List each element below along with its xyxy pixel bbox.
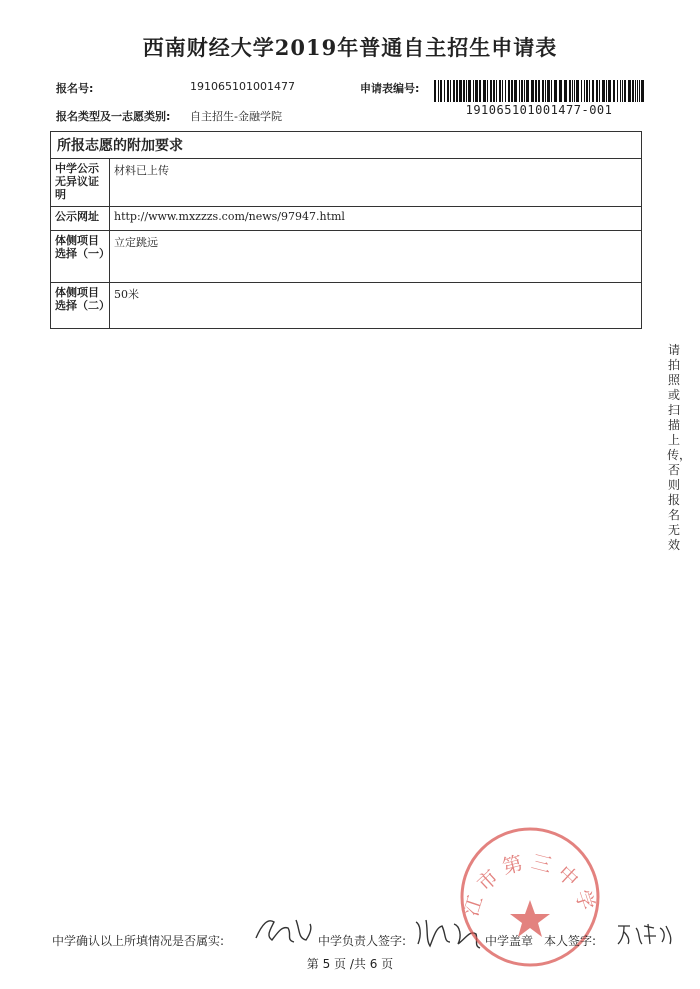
reg-no-label: 报名号:: [56, 82, 94, 95]
table-row: [51, 283, 642, 329]
self-signature: [614, 918, 676, 950]
seal-text: 江市第三中学: [458, 849, 602, 919]
form-no-label: 申请表编号:: [360, 82, 420, 95]
confirm-signature: [252, 910, 316, 950]
type-label: 报名类型及一志愿类别:: [56, 110, 171, 123]
self-sign-label: 本人签字:: [544, 934, 597, 948]
table-row: [51, 207, 642, 231]
row-label: 中学公示无异议证明: [51, 159, 110, 207]
section-heading: 所报志愿的附加要求: [51, 132, 642, 159]
side-note: 请拍照或扫描上传，否则报名无效: [667, 343, 692, 552]
reg-no-value: 191065101001477: [190, 80, 295, 93]
stamp-label: 中学盖章: [485, 934, 534, 948]
row-value: 50米: [110, 283, 642, 329]
confirm-label: 中学确认以上所填情况是否属实:: [52, 934, 225, 948]
type-value: 自主招生-金融学院: [190, 110, 282, 123]
row-label: 体侧项目选择（二）: [51, 283, 110, 329]
row-value: 材料已上传: [110, 159, 642, 207]
principal-label: 中学负责人签字:: [318, 934, 407, 948]
table-row: [51, 231, 642, 283]
row-label: 公示网址: [51, 207, 110, 231]
requirements-table: [50, 131, 642, 329]
page-indicator: 第 5 页 /共 6 页: [306, 957, 394, 971]
barcode-image: [434, 80, 644, 102]
table-row: [51, 159, 642, 207]
row-value: 立定跳远: [110, 231, 642, 283]
form-no-value: 191065101001477-001: [465, 103, 613, 117]
form-title: 西南财经大学2019年普通自主招生申请表: [142, 35, 558, 60]
school-seal: [455, 822, 605, 972]
row-label: 体侧项目选择（一）: [51, 231, 110, 283]
row-value: http://www.mxzzzs.com/news/97947.html: [110, 207, 642, 231]
